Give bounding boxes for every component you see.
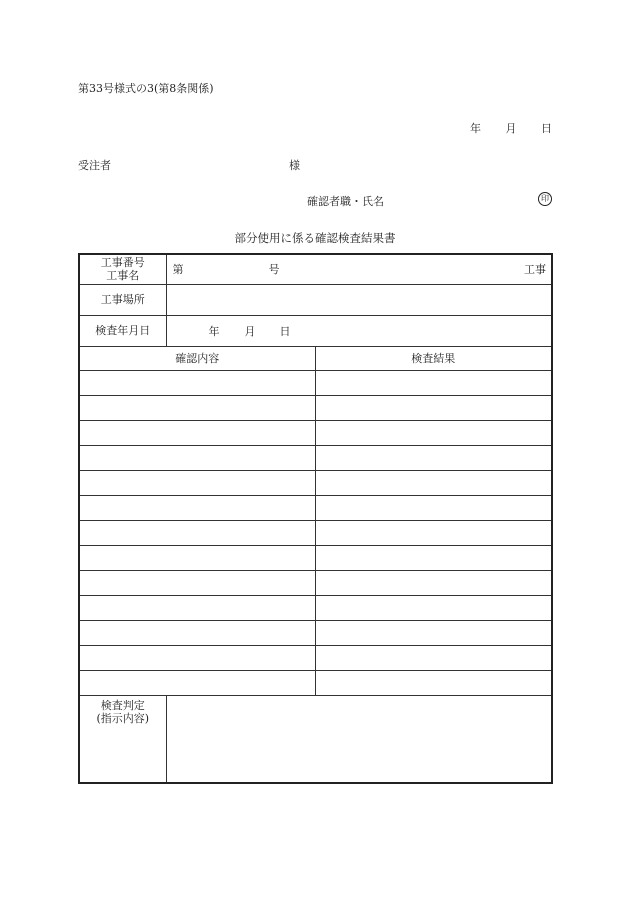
- recipient-label: 受注者: [78, 159, 111, 172]
- table-row: [79, 370, 552, 395]
- table-row: [79, 395, 552, 420]
- result-cell[interactable]: [315, 370, 552, 395]
- result-cell[interactable]: [315, 520, 552, 545]
- content-cell[interactable]: [79, 670, 315, 695]
- result-cell[interactable]: [315, 420, 552, 445]
- table-row: [79, 520, 552, 545]
- date-year-label: 年: [470, 122, 481, 135]
- content-cell[interactable]: [79, 520, 315, 545]
- result-cell[interactable]: [315, 395, 552, 420]
- content-cell[interactable]: [79, 370, 315, 395]
- label-judgement-instructions: (指示内容): [96, 711, 150, 725]
- koji-label: 工事: [524, 263, 546, 277]
- result-cell[interactable]: [315, 495, 552, 520]
- label-judgement: [79, 695, 166, 783]
- confirmer-label: 確認者職・氏名: [307, 195, 384, 208]
- result-cell[interactable]: [315, 470, 552, 495]
- row-column-headers: [79, 346, 552, 370]
- issue-date: [470, 120, 552, 136]
- table-row: [79, 470, 552, 495]
- row-project: [79, 254, 552, 284]
- content-cell[interactable]: [79, 495, 315, 520]
- content-cell[interactable]: [79, 545, 315, 570]
- result-cell[interactable]: [315, 620, 552, 645]
- header-confirmation-content: 確認内容: [79, 346, 315, 370]
- result-cell[interactable]: [315, 645, 552, 670]
- dai-label: 第: [172, 263, 184, 277]
- document-title: 部分使用に係る確認検査結果書: [234, 231, 396, 245]
- go-label: 号: [268, 263, 280, 277]
- content-cell[interactable]: [79, 595, 315, 620]
- table-row: [79, 545, 552, 570]
- label-judgement-title: 検査判定: [100, 698, 145, 712]
- label-project-number-name: [79, 254, 166, 284]
- label-project-number: 工事番号: [100, 256, 145, 270]
- table-row: [79, 620, 552, 645]
- row-judgement: [79, 695, 552, 783]
- seal-mark: 印: [538, 192, 552, 206]
- header-inspection-result: 検査結果: [315, 346, 552, 370]
- content-cell[interactable]: [79, 445, 315, 470]
- result-cell[interactable]: [315, 570, 552, 595]
- table-row: [79, 670, 552, 695]
- row-inspection-date: [79, 315, 552, 346]
- result-cell[interactable]: [315, 670, 552, 695]
- content-cell[interactable]: [79, 395, 315, 420]
- row-location: [79, 284, 552, 315]
- result-cell[interactable]: [315, 445, 552, 470]
- label-inspection-date: 検査年月日: [79, 315, 166, 346]
- judgement-field[interactable]: [166, 695, 552, 783]
- inspection-date-field[interactable]: [166, 315, 552, 346]
- table-row: [79, 420, 552, 445]
- content-cell[interactable]: [79, 645, 315, 670]
- form-number: 第33号様式の3(第8条関係): [78, 82, 214, 95]
- label-project-name: 工事名: [106, 269, 140, 283]
- inspection-day-label: 日: [279, 324, 291, 338]
- inspection-month-label: 月: [244, 324, 256, 338]
- date-month-label: 月: [505, 122, 517, 135]
- content-cell[interactable]: [79, 570, 315, 595]
- content-cell[interactable]: [79, 420, 315, 445]
- content-cell[interactable]: [79, 620, 315, 645]
- project-field[interactable]: [166, 254, 552, 284]
- table-row: [79, 445, 552, 470]
- label-location: 工事場所: [79, 284, 166, 315]
- inspection-form-table: [78, 253, 553, 784]
- result-cell[interactable]: [315, 595, 552, 620]
- table-row: [79, 595, 552, 620]
- content-cell[interactable]: [79, 470, 315, 495]
- location-field[interactable]: [166, 284, 552, 315]
- inspection-year-label: 年: [208, 324, 220, 338]
- date-day-label: 日: [541, 122, 552, 135]
- table-row: [79, 645, 552, 670]
- honorific-sama: 様: [289, 159, 300, 172]
- result-cell[interactable]: [315, 545, 552, 570]
- table-row: [79, 570, 552, 595]
- table-row: [79, 495, 552, 520]
